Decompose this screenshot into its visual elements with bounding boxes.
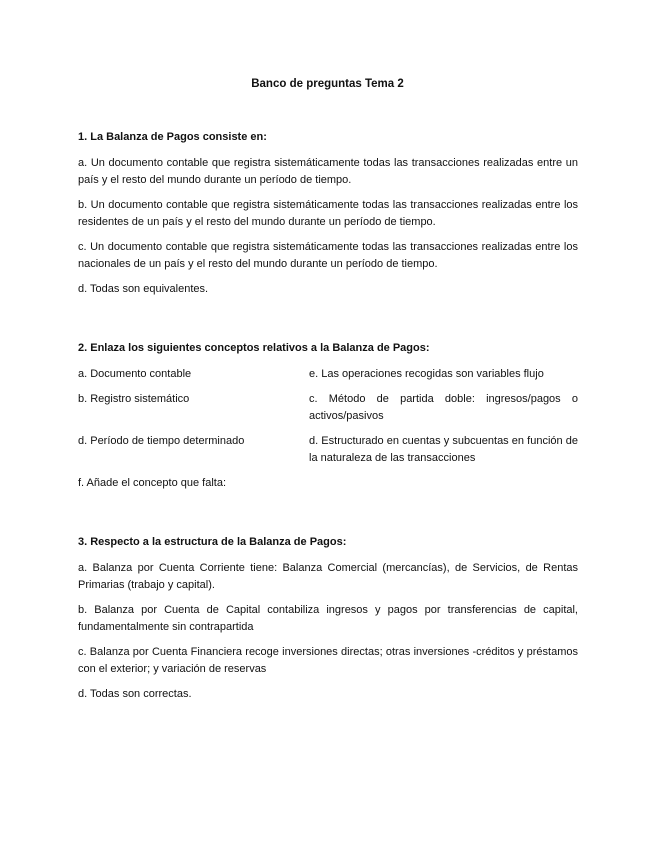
question-3-heading: 3. Respecto a la estructura de la Balanza de Pagos: [78,536,347,548]
question-1-option-c: c. Un documento contable que registra sistemáticamente todas las transacciones realizadas entre los nacionales de un país y el resto del mundo durante un período de tiempo. [78,241,578,270]
spacer [78,500,578,534]
document-content [78,129,578,711]
match-left-2: b. Registro sistemático [78,393,190,405]
spacer [78,306,578,340]
question-1 [78,129,578,298]
question-1-option-a: a. Un documento contable que registra sistemáticamente todas las transacciones realizadas entre un país y el resto del mundo durante un período de tiempo. [78,157,578,186]
question-1-option-b: b. Un documento contable que registra sistemáticamente todas las transacciones realizadas entre los residentes de un país y el resto del mundo durante un período de tiempo. [78,199,578,228]
question-1-heading: 1. La Balanza de Pagos consiste en: [78,131,267,143]
question-2-extra: f. Añade el concepto que falta: [78,477,227,489]
question-2 [78,340,578,492]
question-2-heading: 2. Enlaza los siguientes conceptos relativos a la Balanza de Pagos: [78,342,430,354]
question-3-option-c: c. Balanza por Cuenta Financiera recoge inversiones directas; otras inversiones -créditos y préstamos con el exterior; y variación de reservas [78,646,578,675]
match-right-2: c. Método de partida doble: ingresos/pagos o activos/pasivos [309,393,578,422]
question-3-option-b: b. Balanza por Cuenta de Capital contabiliza ingresos y pagos por transferencias de capital, fundamentalmente sin contrapartida [78,604,578,633]
question-1-option-d: d. Todas son equivalentes. [78,283,209,295]
question-3-option-d: d. Todas son correctas. [78,688,192,700]
question-3 [78,534,578,703]
match-left-1: a. Documento contable [78,368,192,380]
question-3-option-a: a. Balanza por Cuenta Corriente tiene: Balanza Comercial (mercancías), de Servicios, de Rentas Primarias (trabajo y capital). [78,562,578,591]
match-right-3: d. Estructurado en cuentas y subcuentas en función de la naturaleza de las transacciones [309,435,578,464]
document-title: Banco de preguntas Tema 2 [251,78,404,90]
matching-table [78,366,578,475]
match-right-1: e. Las operaciones recogidas son variables flujo [309,368,544,380]
match-left-3: d. Período de tiempo determinado [78,435,245,447]
